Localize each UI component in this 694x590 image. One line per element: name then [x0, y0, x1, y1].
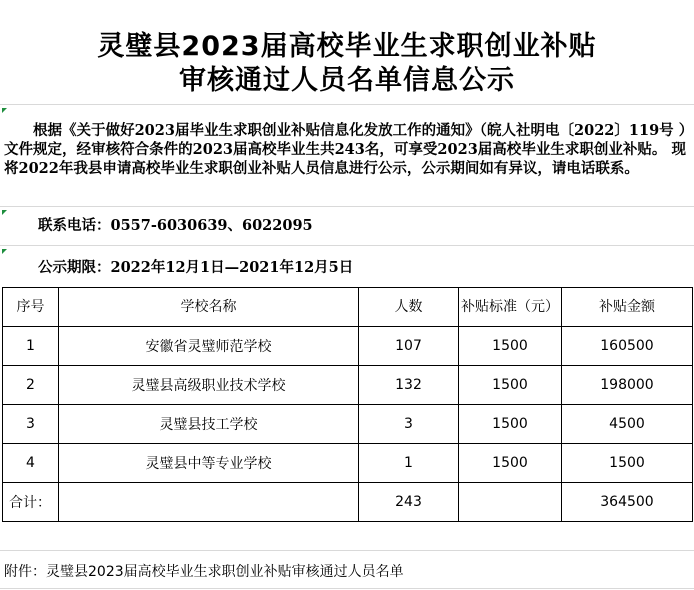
header-school: 学校名称	[59, 288, 359, 327]
header-index: 序号	[3, 288, 59, 327]
row-school: 灵璧县技工学校	[59, 405, 359, 444]
row-amount: 160500	[562, 327, 693, 366]
cell-marker-icon	[2, 210, 7, 215]
row-standard: 1500	[459, 327, 562, 366]
table-header-row	[3, 288, 693, 327]
row-count: 132	[359, 366, 459, 405]
table-row	[3, 366, 693, 405]
grid-line	[0, 206, 694, 207]
row-standard: 1500	[459, 366, 562, 405]
grid-line	[0, 245, 694, 246]
total-count: 243	[359, 483, 459, 522]
page-title-line1: 灵璧县2023届高校毕业生求职创业补贴	[97, 31, 597, 62]
row-amount: 4500	[562, 405, 693, 444]
total-school-empty	[59, 483, 359, 522]
grid-line	[0, 550, 694, 551]
contact-phone: 联系电话：0557-6030639、6022095	[38, 217, 313, 234]
grid-line	[0, 104, 694, 105]
total-amount: 364500	[562, 483, 693, 522]
row-index: 1	[3, 327, 59, 366]
cell-marker-icon	[2, 108, 7, 113]
row-count: 1	[359, 444, 459, 483]
cell-marker-icon	[2, 249, 7, 254]
row-amount: 1500	[562, 444, 693, 483]
row-count: 3	[359, 405, 459, 444]
subsidy-table	[2, 287, 693, 522]
table-total-row	[3, 483, 693, 522]
table-row	[3, 405, 693, 444]
row-standard: 1500	[459, 405, 562, 444]
row-standard: 1500	[459, 444, 562, 483]
header-count: 人数	[359, 288, 459, 327]
row-count: 107	[359, 327, 459, 366]
row-amount: 198000	[562, 366, 693, 405]
table-row	[3, 327, 693, 366]
row-index: 4	[3, 444, 59, 483]
header-amount: 补贴金额	[562, 288, 693, 327]
total-standard-empty	[459, 483, 562, 522]
total-label: 合计：	[3, 483, 59, 522]
row-school: 灵璧县高级职业技术学校	[59, 366, 359, 405]
row-index: 2	[3, 366, 59, 405]
notice-period: 公示期限：2022年12月1日—2021年12月5日	[38, 259, 354, 276]
table-row	[3, 444, 693, 483]
row-school: 安徽省灵璧师范学校	[59, 327, 359, 366]
notice-paragraph: 根据《关于做好2023届毕业生求职创业补贴信息化发放工作的通知》（皖人社明电〔2022〕119号 ）文件规定，经审核符合条件的2023届高校毕业生共243名，可享受2023届高校毕业生求职创业补贴。 现将2022年我县申请高校毕业生求职创业补贴人员信息进行公示，公示期间如有异议，请电话联系。	[4, 122, 686, 177]
grid-line	[0, 588, 694, 589]
row-index: 3	[3, 405, 59, 444]
attachment-note: 附件：灵璧县2023届高校毕业生求职创业补贴审核通过人员名单	[4, 564, 404, 580]
header-standard: 补贴标准（元）	[459, 288, 562, 327]
page-title-line2: 审核通过人员名单信息公示	[179, 65, 515, 96]
row-school: 灵璧县中等专业学校	[59, 444, 359, 483]
